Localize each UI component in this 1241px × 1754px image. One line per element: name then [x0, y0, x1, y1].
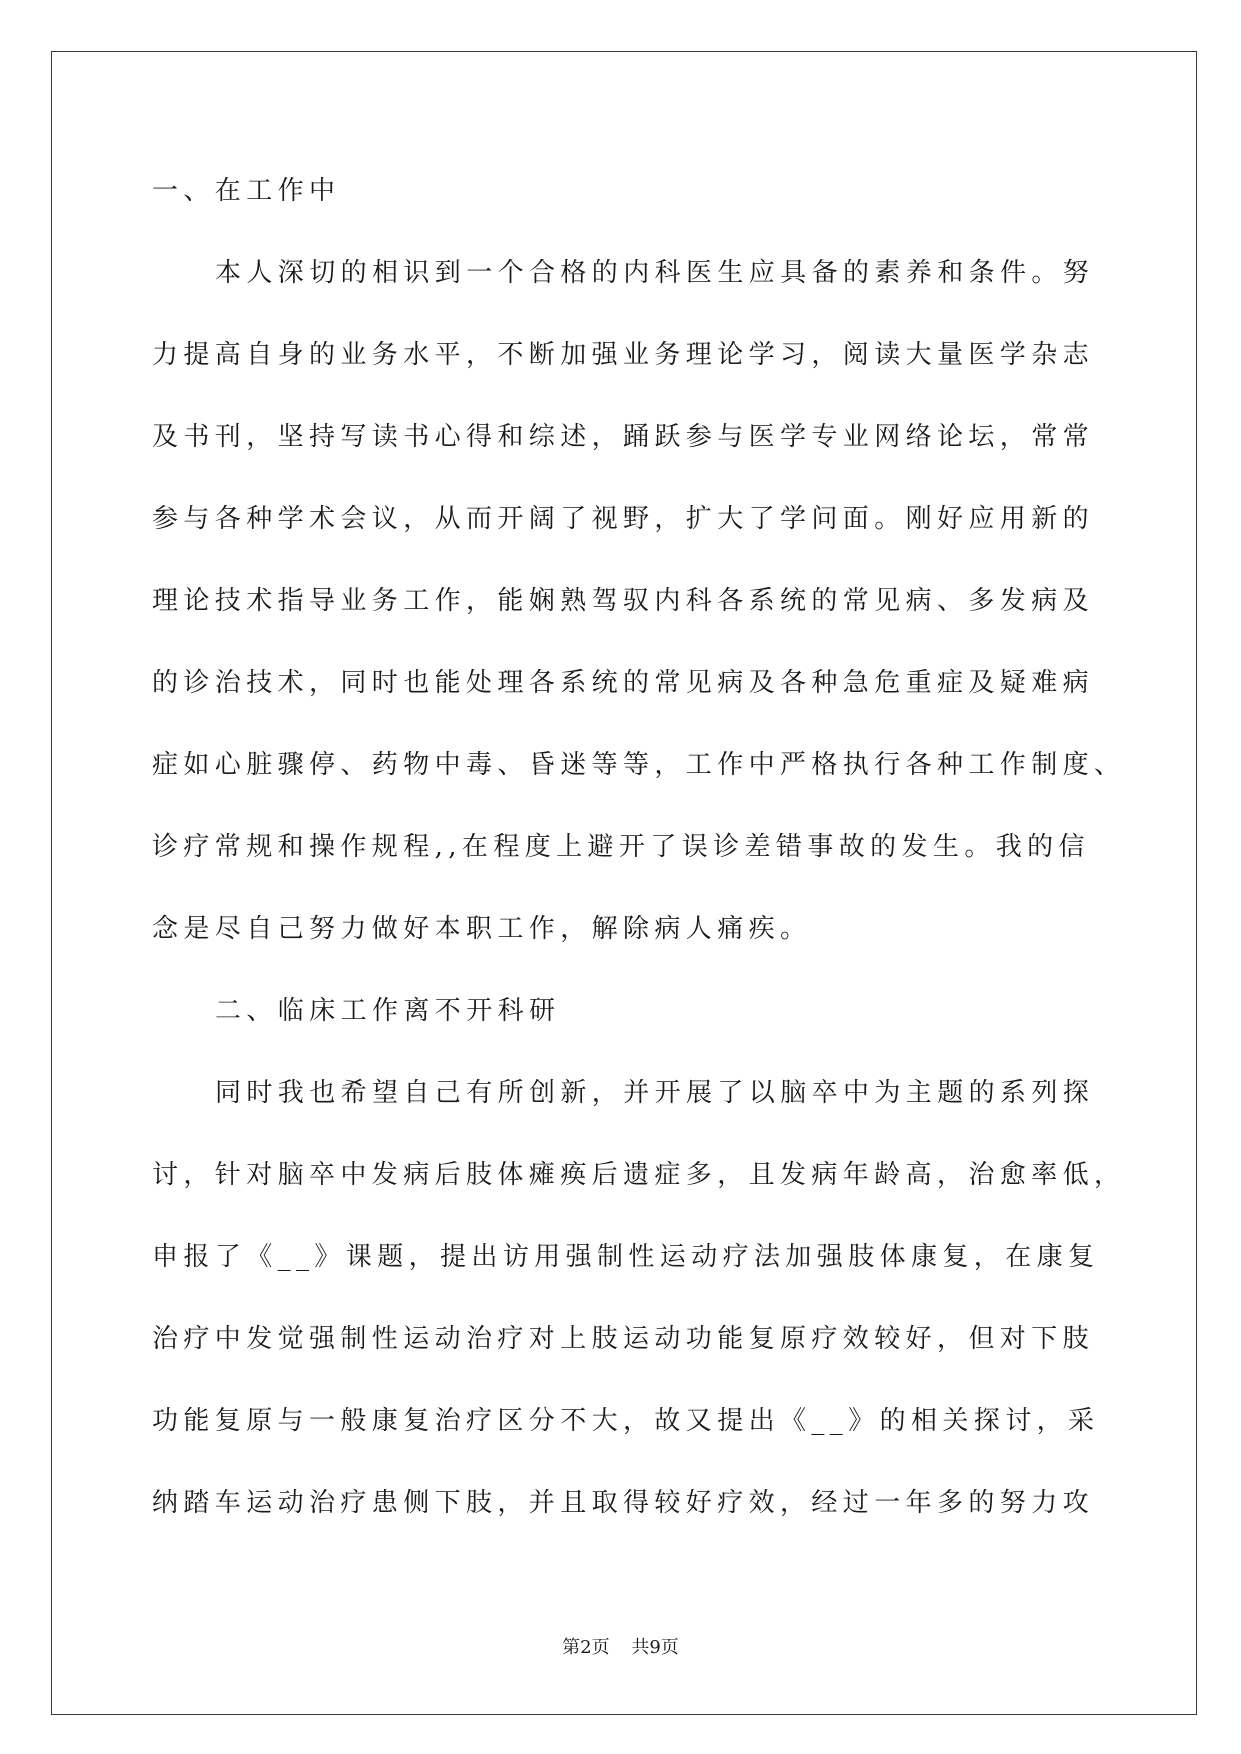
text-line: 的诊治技术，同时也能处理各系统的常见病及各种急危重症及疑难病	[152, 668, 1095, 698]
text-line: 症如心脏骤停、药物中毒、昏迷等等，工作中严格执行各种工作制度、	[152, 750, 1126, 780]
text-line: 理论技术指导业务工作，能娴熟驾驭内科各系统的常见病、多发病及	[152, 586, 1095, 616]
text-line: 纳踏车运动治疗患侧下肢，并且取得较好疗效，经过一年多的努力攻	[152, 1488, 1095, 1518]
text-line: 本人深切的相识到一个合格的内科医生应具备的素养和条件。努	[215, 258, 1095, 288]
page-footer	[0, 1636, 1241, 1660]
text-line: 力提高自身的业务水平，不断加强业务理论学习，阅读大量医学杂志	[152, 340, 1095, 370]
text-line: 念是尽自己努力做好本职工作，解除病人痛疾。	[152, 914, 812, 944]
text-line: 功能复原与一般康复治疗区分不大，故又提出《__》的相关探讨，采	[152, 1406, 1100, 1436]
text-line: 及书刊，坚持写读书心得和综述，踊跃参与医学专业网络论坛，常常	[152, 422, 1095, 452]
text-line: 诊疗常规和操作规程,,在程度上避开了误诊差错事故的发生。我的信	[152, 832, 1090, 862]
section-heading-1: 一、在工作中	[152, 176, 341, 206]
section-heading-2: 二、临床工作离不开科研	[215, 996, 561, 1026]
total-pages-label: 共9页	[631, 1637, 679, 1658]
text-line: 治疗中发觉强制性运动治疗对上肢运动功能复原疗效较好，但对下肢	[152, 1324, 1095, 1354]
document-body	[152, 150, 1152, 1544]
text-line: 同时我也希望自己有所创新，并开展了以脑卒中为主题的系列探	[215, 1078, 1095, 1108]
current-page-label: 第2页	[562, 1637, 610, 1658]
text-line: 参与各种学术会议，从而开阔了视野，扩大了学问面。刚好应用新的	[152, 504, 1095, 534]
text-line: 申报了《__》课题，提出访用强制性运动疗法加强肢体康复，在康复	[152, 1242, 1100, 1272]
text-line: 讨，针对脑卒中发病后肢体瘫痪后遗症多，且发病年龄高，治愈率低，	[152, 1160, 1126, 1190]
